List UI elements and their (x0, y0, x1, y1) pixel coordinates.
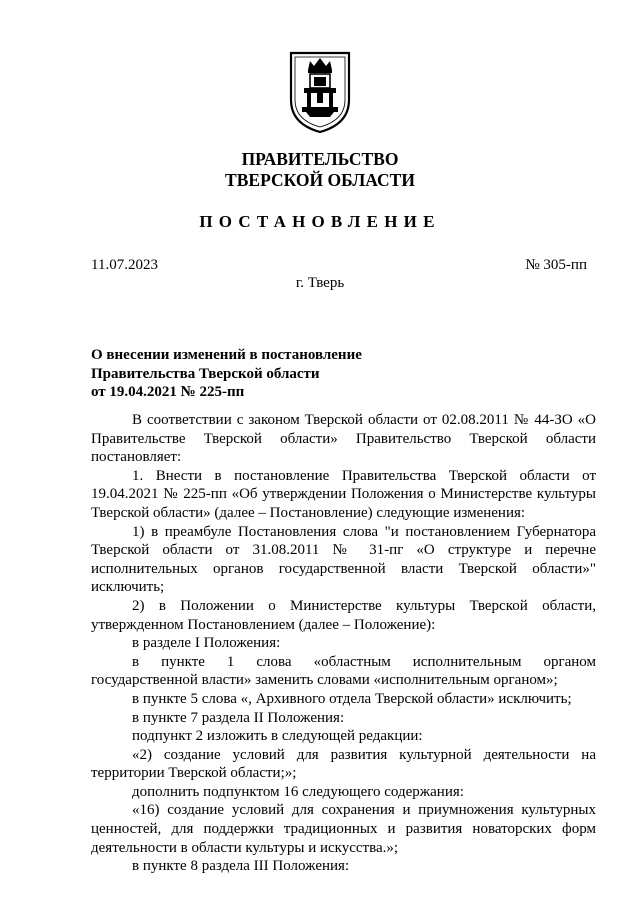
body-paragraph: дополнить подпунктом 16 следующего содержания: (132, 783, 464, 800)
body-paragraph: в пункте 7 раздела II Положения: (132, 709, 345, 726)
org-line-2: ТВЕРСКОЙ ОБЛАСТИ (225, 170, 415, 190)
body-paragraph: «2) создание условий для развития культурной деятельности на территории Тверской области;»; (91, 746, 596, 782)
body-paragraph: в пункте 1 слова «областным исполнительным органом государственной власти» заменить словами «исполнительным органом»; (91, 653, 596, 689)
subject-line-1: О внесении изменений в постановление (91, 347, 362, 363)
body-paragraph: в пункте 8 раздела III Положения: (132, 858, 350, 875)
subject-line-2: Правительства Тверской области (91, 365, 320, 382)
body-paragraph: 1) в преамбуле Постановления слова "и постановлением Губернатора Тверской области от 31.08.2011 № 31-пг «О структуре и перечне исполнительных органов государственной власти Тверской области»" исключить; (91, 523, 596, 596)
document-body (91, 411, 596, 876)
body-paragraph: 2) в Положении о Министерстве культуры Тверской области, утвержденном Постановлением (далее – Положение): (91, 597, 596, 633)
document-subject (91, 346, 511, 402)
body-paragraph: подпункт 2 изложить в следующей редакции: (132, 728, 423, 745)
body-paragraph: в разделе I Положения: (132, 635, 281, 652)
body-paragraph: в пункте 5 слова «, Архивного отдела Тверской области» исключить; (132, 690, 572, 707)
document-number: № 305-пп (525, 257, 587, 273)
org-line-1: ПРАВИТЕЛЬСТВО (241, 149, 399, 169)
tver-coat-of-arms-icon (288, 50, 352, 134)
document-type: ПОСТАНОВЛЕНИЕ (199, 212, 441, 231)
document-date: 11.07.2023 (91, 257, 158, 273)
subject-line-3: от 19.04.2021 № 225-пп (91, 384, 245, 400)
body-paragraph: В соответствии с законом Тверской области от 02.08.2011 № 44-ЗО «О Правительстве Тверской области» Правительство Тверской области постановляет: (91, 412, 596, 466)
organization-name (0, 149, 640, 191)
body-paragraph: «16) создание условий для сохранения и приумножения культурных ценностей, для поддержки традиционных и развития новаторских форм деятельности в области культуры и искусства.»; (91, 802, 596, 856)
document-city: г. Тверь (295, 275, 345, 291)
body-paragraph: 1. Внести в постановление Правительства Тверской области от 19.04.2021 № 225-пп «Об утверждении Положения о Министерстве культуры Тверской области» (далее – Постановление) следующие изменения: (91, 467, 596, 521)
